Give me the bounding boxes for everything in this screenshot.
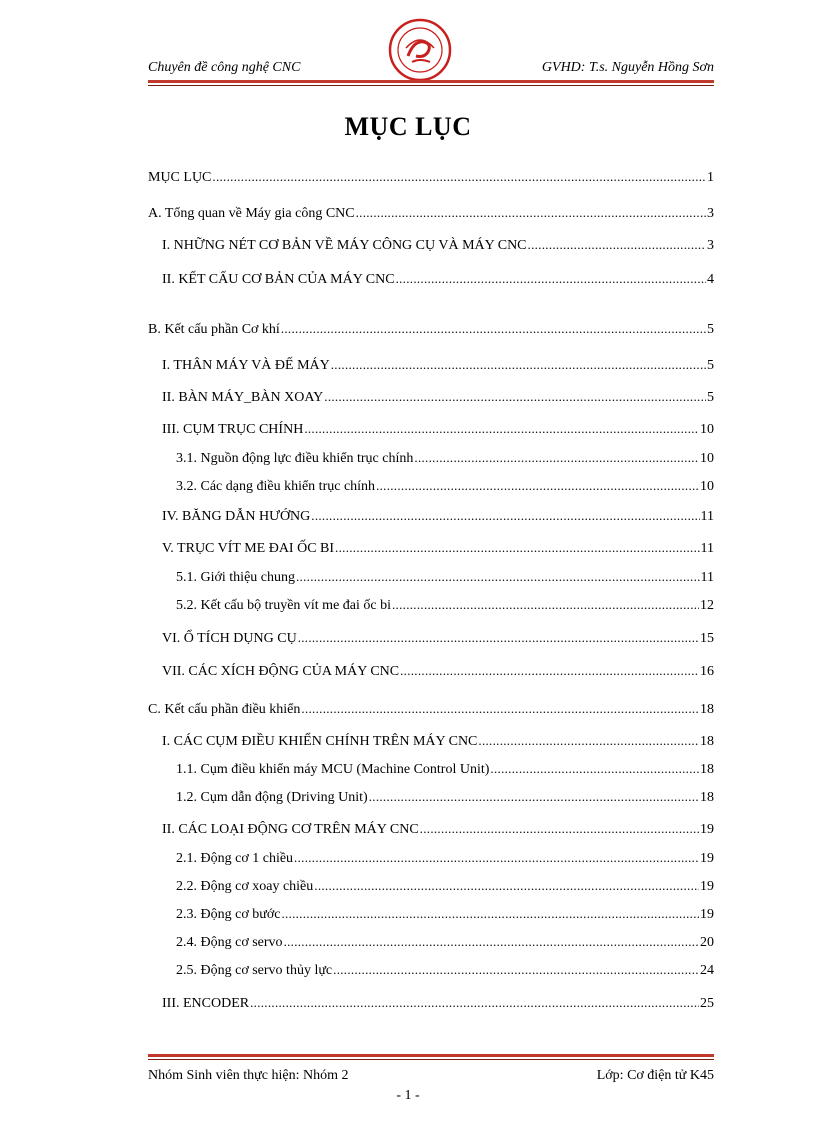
toc-entry-label: 5.1. Giới thiệu chung [176,570,295,585]
toc-entry-label: 1.2. Cụm dẫn động (Driving Unit) [176,790,368,805]
toc-entry[interactable] [148,732,714,749]
toc-leader-dots [311,507,699,525]
toc-entry-label: 3.1. Nguồn động lực điều khiển trục chính [176,451,414,466]
toc-entry[interactable] [148,539,714,556]
toc-entry[interactable] [148,933,714,950]
toc-entry[interactable] [148,420,714,437]
toc-entry-label: III. CỤM TRỤC CHÍNH [162,422,304,437]
toc-entry[interactable] [148,596,714,613]
toc-entry-page: 5 [707,390,714,405]
toc-leader-dots [333,961,699,979]
toc-entry[interactable] [148,449,714,466]
toc-entry-page: 19 [700,822,714,837]
toc-leader-dots [294,849,699,867]
toc-entry[interactable] [148,662,714,679]
toc-entry-page: 20 [700,935,714,950]
toc-entry-label: I. THÂN MÁY VÀ ĐẾ MÁY [162,358,330,373]
toc-entry-page: 1 [707,170,714,185]
toc-entry-label: B. Kết cấu phần Cơ khí [148,322,280,337]
toc-leader-dots [356,204,706,222]
footer-group: Nhóm Sinh viên thực hiện: Nhóm 2 [148,1068,349,1083]
toc-entry-label: VI. Ổ TÍCH DỤNG CỤ [162,631,297,646]
toc-entry-label: II. BÀN MÁY_BÀN XOAY [162,390,324,405]
toc-leader-dots [335,539,699,557]
toc-entry-page: 12 [700,598,714,613]
toc-leader-dots [281,320,706,338]
toc-entry-label: C. Kết cấu phần điều khiển [148,702,301,717]
toc-entry[interactable] [148,820,714,837]
toc-entry-page: 24 [700,963,714,978]
toc-leader-dots [301,700,699,718]
toc-leader-dots [250,994,699,1012]
toc-entry[interactable] [148,568,714,585]
toc-entry-label: I. CÁC CỤM ĐIỀU KHIỂN CHÍNH TRÊN MÁY CNC [162,734,478,749]
header-rule-thin [148,85,714,86]
toc-entry-label: 5.2. Kết cấu bộ truyền vít me đai ốc bi [176,598,391,613]
toc-entry[interactable] [148,877,714,894]
toc-entry-label: 3.2. Các dạng điều khiển trục chính [176,479,376,494]
toc-leader-dots [298,629,699,647]
toc-entry-label: I. NHỮNG NÉT CƠ BẢN VỀ MÁY CÔNG CỤ VÀ MÁY CNC [162,238,527,253]
footer-rule-thick [148,1054,714,1057]
footer-rule-thin [148,1059,714,1060]
toc-entry-label: 2.3. Động cơ bước [176,907,281,922]
toc-entry-label: II. KẾT CẤU CƠ BẢN CỦA MÁY CNC [162,272,395,287]
page-header [148,0,714,90]
toc-leader-dots [296,568,700,586]
toc-entry-label: 2.4. Động cơ servo [176,935,283,950]
footer-class: Lớp: Cơ điện tử K45 [596,1068,714,1083]
toc-entry-page: 11 [700,509,714,524]
toc-entry-page: 19 [700,907,714,922]
toc-entry[interactable] [148,788,714,805]
toc-entry[interactable] [148,994,714,1011]
toc-entry-label: A. Tổng quan về Máy gia công CNC [148,206,355,221]
toc-entry-page: 5 [707,358,714,373]
toc-entry-page: 3 [707,206,714,221]
toc-entry-page: 11 [700,541,714,556]
toc-entry[interactable] [148,388,714,405]
toc-entry-page: 18 [700,734,714,749]
toc-leader-dots [314,877,699,895]
toc-entry[interactable] [148,629,714,646]
toc-entry-page: 10 [700,451,714,466]
toc-entry[interactable] [148,204,714,221]
toc-leader-dots [490,760,699,778]
toc-entry-page: 5 [707,322,714,337]
toc-leader-dots [376,477,699,495]
toc-entry-label: 2.1. Động cơ 1 chiều [176,851,294,866]
toc-entry-page: 18 [700,762,714,777]
toc-entry[interactable] [148,168,714,185]
toc-entry-page: 11 [700,570,714,585]
toc-leader-dots [396,270,706,288]
toc-entry[interactable] [148,477,714,494]
page-number: - 1 - [396,1088,420,1103]
toc-leader-dots [420,820,699,838]
toc-entry-page: 10 [700,479,714,494]
header-course-title: Chuyên đề công nghệ CNC [148,60,301,75]
toc-entry-page: 19 [700,851,714,866]
header-advisor: GVHD: T.s. Nguyễn Hồng Sơn [541,60,714,75]
toc-leader-dots [212,168,706,186]
toc-entry[interactable] [148,320,714,337]
toc-entry-label: 2.2. Động cơ xoay chiều [176,879,314,894]
toc-entry-page: 18 [700,702,714,717]
toc-leader-dots [392,596,699,614]
toc-entry[interactable] [148,760,714,777]
toc-entry[interactable] [148,849,714,866]
header-rule-thick [148,80,714,83]
toc-entry-page: 3 [707,238,714,253]
toc-entry-page: 16 [700,664,714,679]
toc-leader-dots [331,356,706,374]
toc-leader-dots [528,236,706,254]
toc-entry[interactable] [148,236,714,253]
toc-entry-page: 10 [700,422,714,437]
toc-leader-dots [284,933,699,951]
university-seal-icon [388,18,452,82]
toc-entry-page: 18 [700,790,714,805]
toc-leader-dots [369,788,699,806]
toc-leader-dots [478,732,699,750]
toc-entry[interactable] [148,356,714,373]
toc-entry-label: VII. CÁC XÍCH ĐỘNG CỦA MÁY CNC [162,664,400,679]
toc-leader-dots [400,662,699,680]
toc-entry-label: III. ENCODER [162,996,250,1011]
toc-leader-dots [414,449,699,467]
toc-entry[interactable] [148,700,714,717]
toc-entry-page: 15 [700,631,714,646]
toc-entry[interactable] [148,270,714,287]
toc-entry-label: V. TRỤC VÍT ME ĐAI ỐC BI [162,541,335,556]
toc-entry[interactable] [148,507,714,524]
toc-entry-page: 25 [700,996,714,1011]
toc-entry-page: 4 [707,272,714,287]
toc-entry-page: 19 [700,879,714,894]
toc-entry[interactable] [148,961,714,978]
toc-entry-label: MỤC LỤC [148,170,212,185]
toc-entry-label: 2.5. Động cơ servo thủy lực [176,963,333,978]
toc-entry-label: IV. BĂNG DẪN HƯỚNG [162,509,311,524]
toc-leader-dots [324,388,706,406]
toc-entry-label: II. CÁC LOẠI ĐỘNG CƠ TRÊN MÁY CNC [162,822,419,837]
toc-leader-dots [304,420,699,438]
page-title: MỤC LỤC [344,112,472,141]
toc-leader-dots [281,905,699,923]
toc-entry[interactable] [148,905,714,922]
toc-entry-label: 1.1. Cụm điều khiển máy MCU (Machine Control Unit) [176,762,490,777]
